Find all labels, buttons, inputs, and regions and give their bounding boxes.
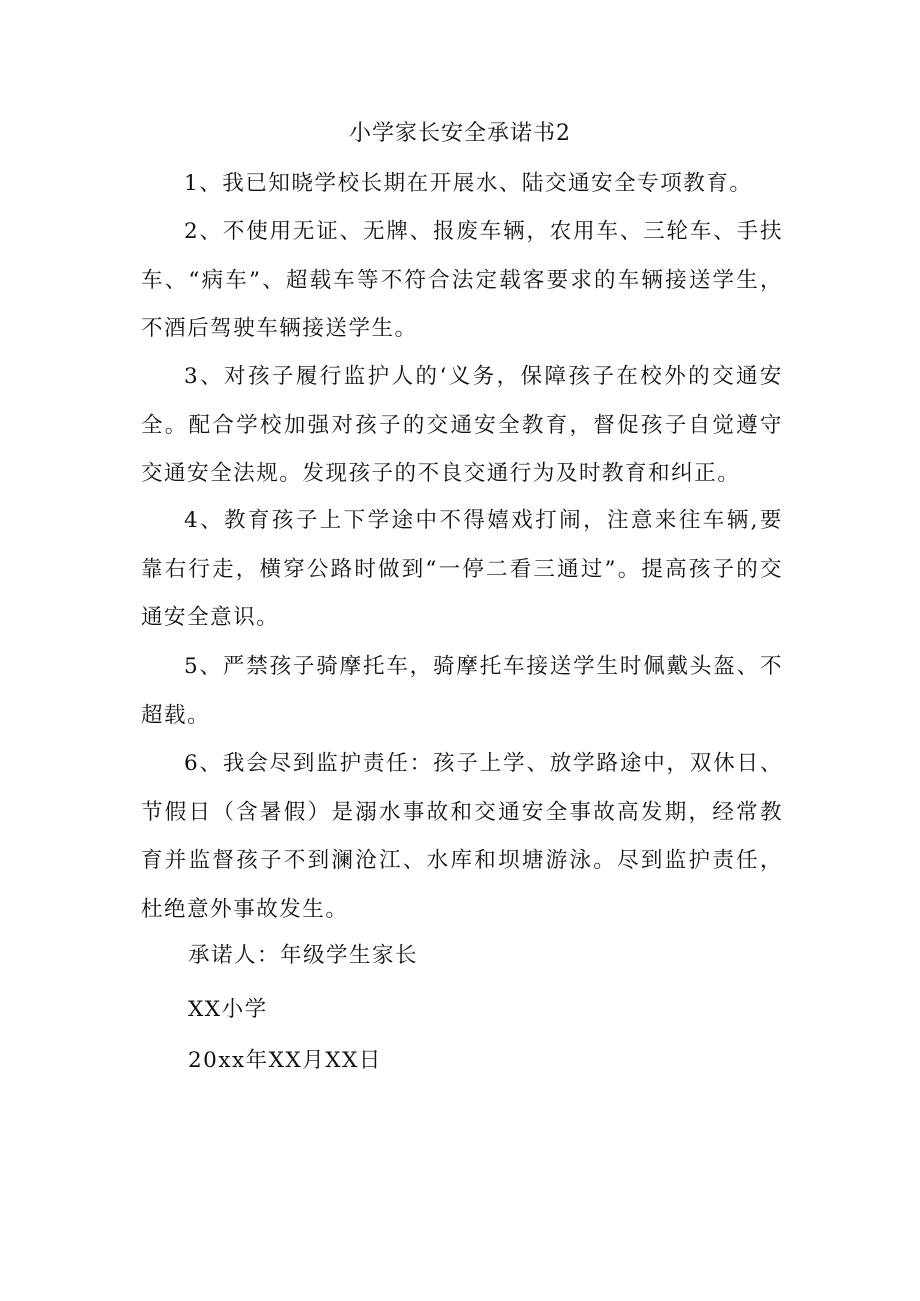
school-name: XX小学 [188,997,268,1022]
paragraph-3: 3、对孩子履行监护人的‘义务，保障孩子在校外的交通安全。配合学校加强对孩子的交通安全教育，督促孩子自觉遵守交通安全法规。发现孩子的不良交通行为及时教育和纠正。 [141,364,783,486]
document-title: 小学家长安全承诺书2 [349,121,571,146]
paragraph-5: 5、严禁孩子骑摩托车，骑摩托车接送学生时佩戴头盔、不超载。 [141,654,783,728]
paragraph-2: 2、不使用无证、无牌、报废车辆，农用车、三轮车、手扶车、“病车”、超载车等不符合法定载客要求的车辆接送学生，不酒后驾驶车辆接送学生。 [141,219,783,341]
paragraph-1: 1、我已知晓学校长期在开展水、陆交通安全专项教育。 [184,171,753,196]
signer-line: 承诺人：年级学生家长 [188,943,419,968]
paragraph-6: 6、我会尽到监护责任：孩子上学、放学路途中，双休日、节假日（含暑假）是溺水事故和交通安全事故高发期，经常教育并监督孩子不到澜沧江、水库和坝塘游泳。尽到监护责任，杜绝意外事故发生。 [141,751,783,922]
signature-date: 20xx年XX月XX日 [188,1048,382,1073]
paragraph-4: 4、教育孩子上下学途中不得嬉戏打闹，注意来往车辆,要靠右行走，横穿公路时做到“一停二看三通过”。提高孩子的交通安全意识。 [141,508,783,630]
